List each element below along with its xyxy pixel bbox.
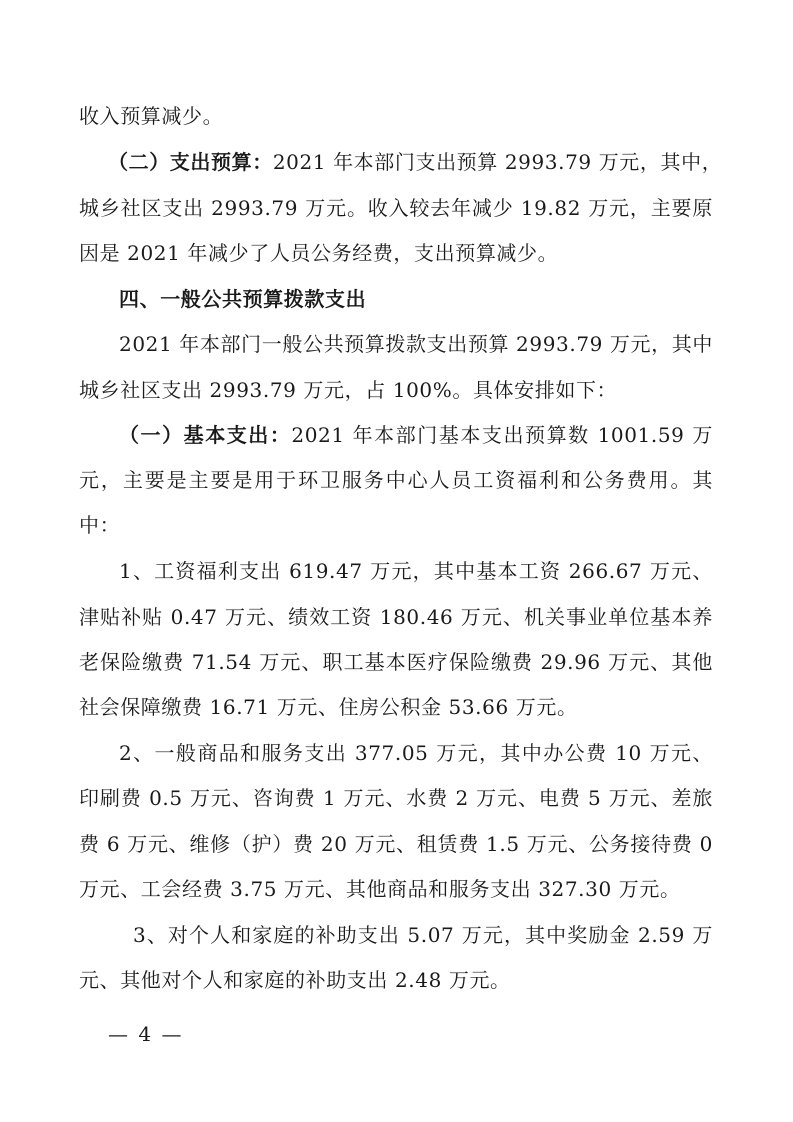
text-line: 印刷费 0.5 万元、咨询费 1 万元、水费 2 万元、电费 5 万元、差旅: [79, 786, 713, 810]
text-line: 元、其他对个人和家庭的补助支出 2.48 万元。: [79, 968, 511, 992]
paragraph-basic-expenditure: [119, 421, 713, 449]
text-run: 2021 年本部门基本支出预算数 1001.59 万: [291, 423, 713, 447]
text-line: 元，主要是主要是用于环卫服务中心人员工资福利和公务费用。其: [79, 468, 713, 492]
paragraph-expenditure-budget: [108, 148, 723, 176]
text-line: 因是 2021 年减少了人员公务经费，支出预算减少。: [79, 241, 559, 265]
text-run: 2021 年本部门支出预算 2993.79 万元，其中，: [272, 150, 723, 174]
section-label: （二）支出预算：: [108, 150, 273, 174]
text-line: 万元、工会经费 3.75 万元、其他商品和服务支出 327.30 万元。: [79, 877, 681, 901]
section-label: （一）基本支出：: [119, 423, 292, 447]
text-line: 城乡社区支出 2993.79 万元，占 100%。具体安排如下：: [79, 378, 618, 402]
section-heading: 四、一般公共预算拨款支出: [119, 287, 367, 311]
text-line: 老保险缴费 71.54 万元、职工基本医疗保险缴费 29.96 万元、其他: [79, 650, 713, 674]
text-line: 1、工资福利支出 619.47 万元，其中基本工资 266.67 万元、: [119, 559, 713, 583]
text-line: 收入预算减少。: [79, 104, 224, 128]
text-line: 社会保障缴费 16.71 万元、住房公积金 53.66 万元。: [79, 695, 578, 719]
text-line: 2、一般商品和服务支出 377.05 万元，其中办公费 10 万元、: [119, 741, 713, 765]
text-line: 3、对个人和家庭的补助支出 5.07 万元，其中奖励金 2.59 万: [133, 923, 713, 947]
text-line: 中：: [79, 513, 121, 537]
page-number: — 4 —: [108, 1022, 184, 1046]
text-line: 城乡社区支出 2993.79 万元。收入较去年减少 19.82 万元，主要原: [79, 196, 713, 220]
text-line: 费 6 万元、维修（护）费 20 万元、租赁费 1.5 万元、公务接待费 0: [79, 832, 713, 856]
text-line: 津贴补贴 0.47 万元、绩效工资 180.46 万元、机关事业单位基本养: [79, 605, 713, 629]
text-line: 2021 年本部门一般公共预算拨款支出预算 2993.79 万元，其中: [119, 332, 713, 356]
